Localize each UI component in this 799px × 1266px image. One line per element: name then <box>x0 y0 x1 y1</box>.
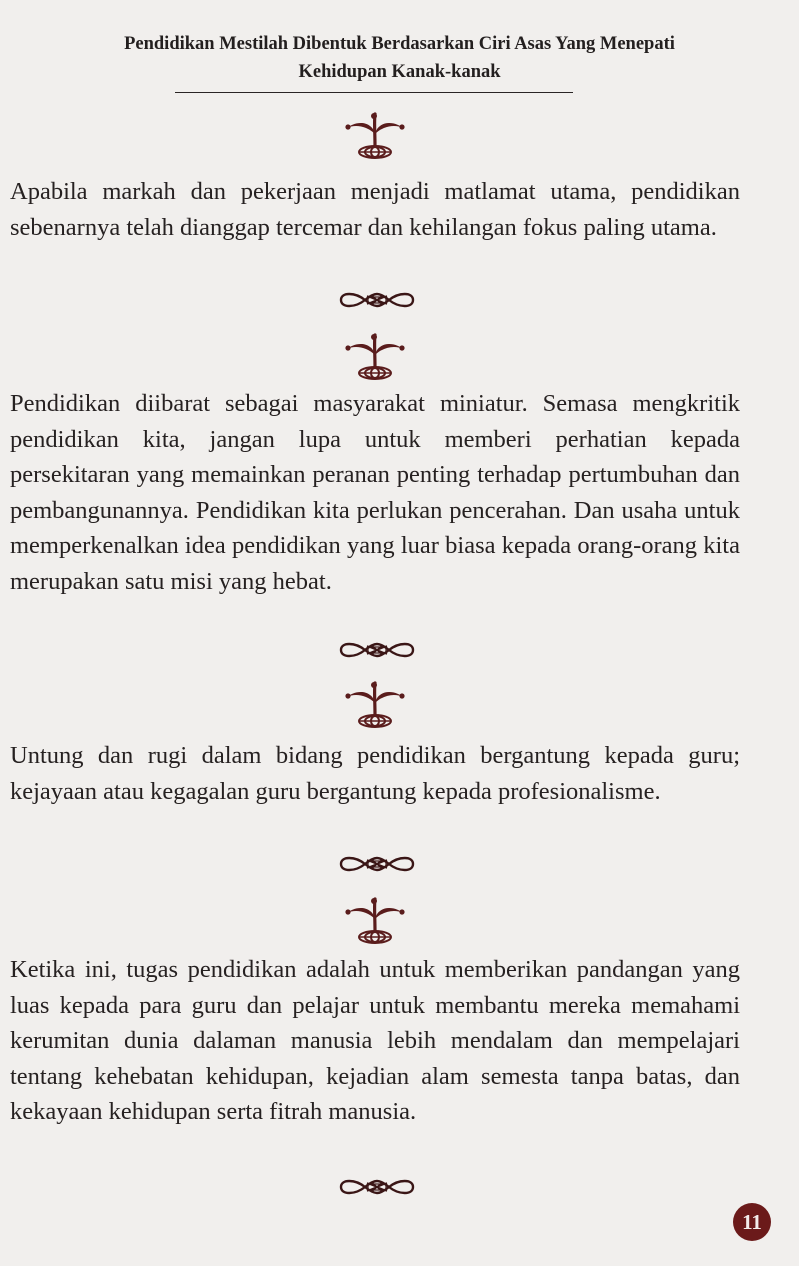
running-header <box>0 30 799 86</box>
fleuron-icon <box>343 333 407 381</box>
fleuron-icon <box>343 112 407 160</box>
header-rule <box>175 92 573 93</box>
paragraph-4: Ketika ini, tugas pendidikan adalah untuk memberikan pandangan yang luas kepada para guru dan pelajar untuk membantu mereka memahami kerumitan dunia dalaman manusia lebih mendalam dan mempelajari tentang kehebatan kehidupan, kejadian alam semesta tanpa batas, dan kekayaan kehidupan serta fitrah manusia. <box>10 956 740 1125</box>
fleuron-icon <box>343 897 407 945</box>
knot-divider-icon <box>337 639 417 661</box>
knot-divider-icon <box>337 1176 417 1198</box>
knot-divider-icon <box>337 853 417 875</box>
paragraph-3: Untung dan rugi dalam bidang pendidikan bergantung kepada guru; kejayaan atau kegagalan guru bergantung kepada profesionalisme. <box>10 742 740 805</box>
page-number-badge: 11 <box>733 1203 771 1241</box>
paragraph-2: Pendidikan diibarat sebagai masyarakat miniatur. Semasa mengkritik pendidikan kita, jangan lupa untuk memberi perhatian kepada persekitaran yang memainkan peranan penting terhadap pertumbuhan dan pembangunannya. Pendidikan kita perlukan pencerahan. Dan usaha untuk memperkenalkan idea pendidikan yang luar biasa kepada orang-orang kita merupakan satu misi yang hebat. <box>10 390 740 595</box>
header-line-1: Pendidikan Mestilah Dibentuk Berdasarkan Ciri Asas Yang Menepati <box>124 34 675 54</box>
header-line-2: Kehidupan Kanak-kanak <box>298 62 501 82</box>
knot-divider-icon <box>337 289 417 311</box>
fleuron-icon <box>343 681 407 729</box>
paragraph-1: Apabila markah dan pekerjaan menjadi matlamat utama, pendidikan sebenarnya telah dianggap tercemar dan kehilangan fokus paling utama. <box>10 178 740 241</box>
